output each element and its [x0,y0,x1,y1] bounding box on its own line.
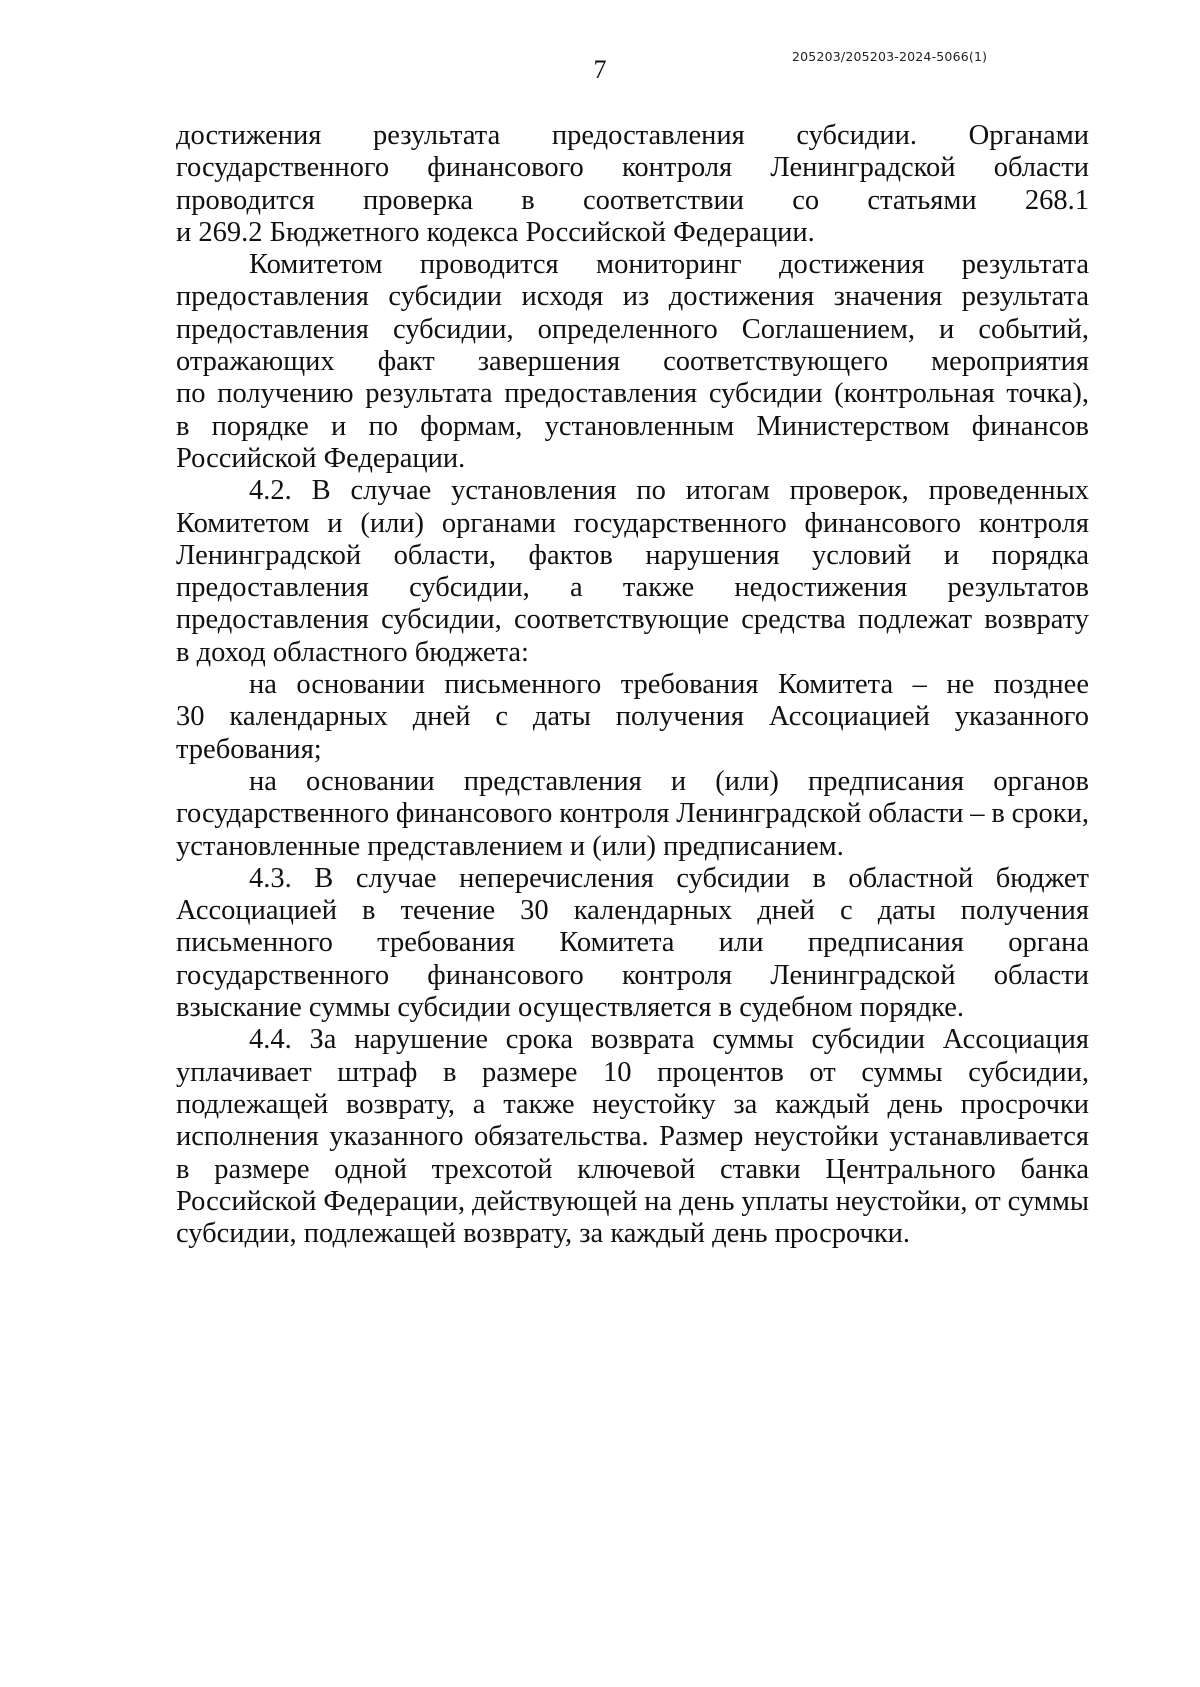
text-line: Российской Федерации. [176,442,466,474]
paragraph [176,766,1089,863]
text-line: предоставления субсидии, соответствующие средства подлежат возврату [176,604,1089,636]
text-line: предоставления субсидии, определенного Соглашением, и событий, [176,313,1089,345]
text-line: Комитетом проводится мониторинг достижения результата [249,249,1089,281]
text-line: 4.2. В случае установления по итогам проверок, проведенных [249,475,1089,507]
text-line: проводится проверка в соответствии со статьями 268.1 [176,184,1089,216]
text-line: субсидии, подлежащей возврату, за каждый день просрочки. [176,1218,911,1250]
text-line: на основании письменного требования Комитета – не позднее [249,669,1089,701]
text-line: в порядке и по формам, установленным Министерством финансов [176,410,1089,442]
text-line: взыскание суммы субсидии осуществляется в судебном порядке. [176,992,965,1024]
text-line: Российской Федерации, действующей на день уплаты неустойки, от суммы [176,1185,1089,1217]
paragraph [176,475,1089,669]
text-line: Комитетом и (или) органами государственного финансового контроля [176,507,1089,539]
text-line: 4.3. В случае неперечисления субсидии в областной бюджет [249,862,1089,894]
text-line: предоставления субсидии исходя из достижения значения результата [176,281,1089,313]
text-line: в доход областного бюджета: [176,636,529,668]
paragraph [176,249,1089,475]
paragraph [176,669,1089,766]
text-line: 30 календарных дней с даты получения Ассоциацией указанного [176,701,1089,733]
text-line: установленные представлением и (или) предписанием. [176,830,844,862]
text-line: на основании представления и (или) предписания органов [249,765,1089,797]
text-line: государственного финансового контроля Ленинградской области – в сроки, [176,798,1089,830]
text-line: Ленинградской области, фактов нарушения условий и порядка [176,539,1089,571]
paragraph [176,863,1089,1024]
document-registration-number: 205203/205203-2024-5066(1) [792,49,988,64]
text-line: государственного финансового контроля Ленинградской области [176,959,1089,991]
text-line: предоставления субсидии, а также недостижения результатов [176,572,1089,604]
text-line: отражающих факт завершения соответствующего мероприятия [176,346,1089,378]
text-line: и 269.2 Бюджетного кодекса Российской Федерации. [176,216,815,248]
text-line: государственного финансового контроля Ленинградской области [176,152,1089,184]
text-line: Ассоциацией в течение 30 календарных дней с даты получения [176,895,1089,927]
page-number: 7 [593,55,607,84]
text-line: в размере одной трехсотой ключевой ставки Центрального банка [176,1153,1089,1185]
document-body [176,120,1089,1250]
text-line: требования; [176,733,322,765]
text-line: 4.4. За нарушение срока возврата суммы субсидии Ассоциация [249,1024,1089,1056]
text-line: исполнения указанного обязательства. Размер неустойки устанавливается [176,1121,1089,1153]
paragraph [176,120,1089,249]
text-line: по получению результата предоставления субсидии (контрольная точка), [176,378,1089,410]
text-line: письменного требования Комитета или предписания органа [176,927,1089,959]
text-line: подлежащей возврату, а также неустойку за каждый день просрочки [176,1088,1089,1120]
paragraph [176,1024,1089,1250]
text-line: уплачивает штраф в размере 10 процентов от суммы субсидии, [176,1056,1089,1088]
text-line: достижения результата предоставления субсидии. Органами [176,120,1089,151]
